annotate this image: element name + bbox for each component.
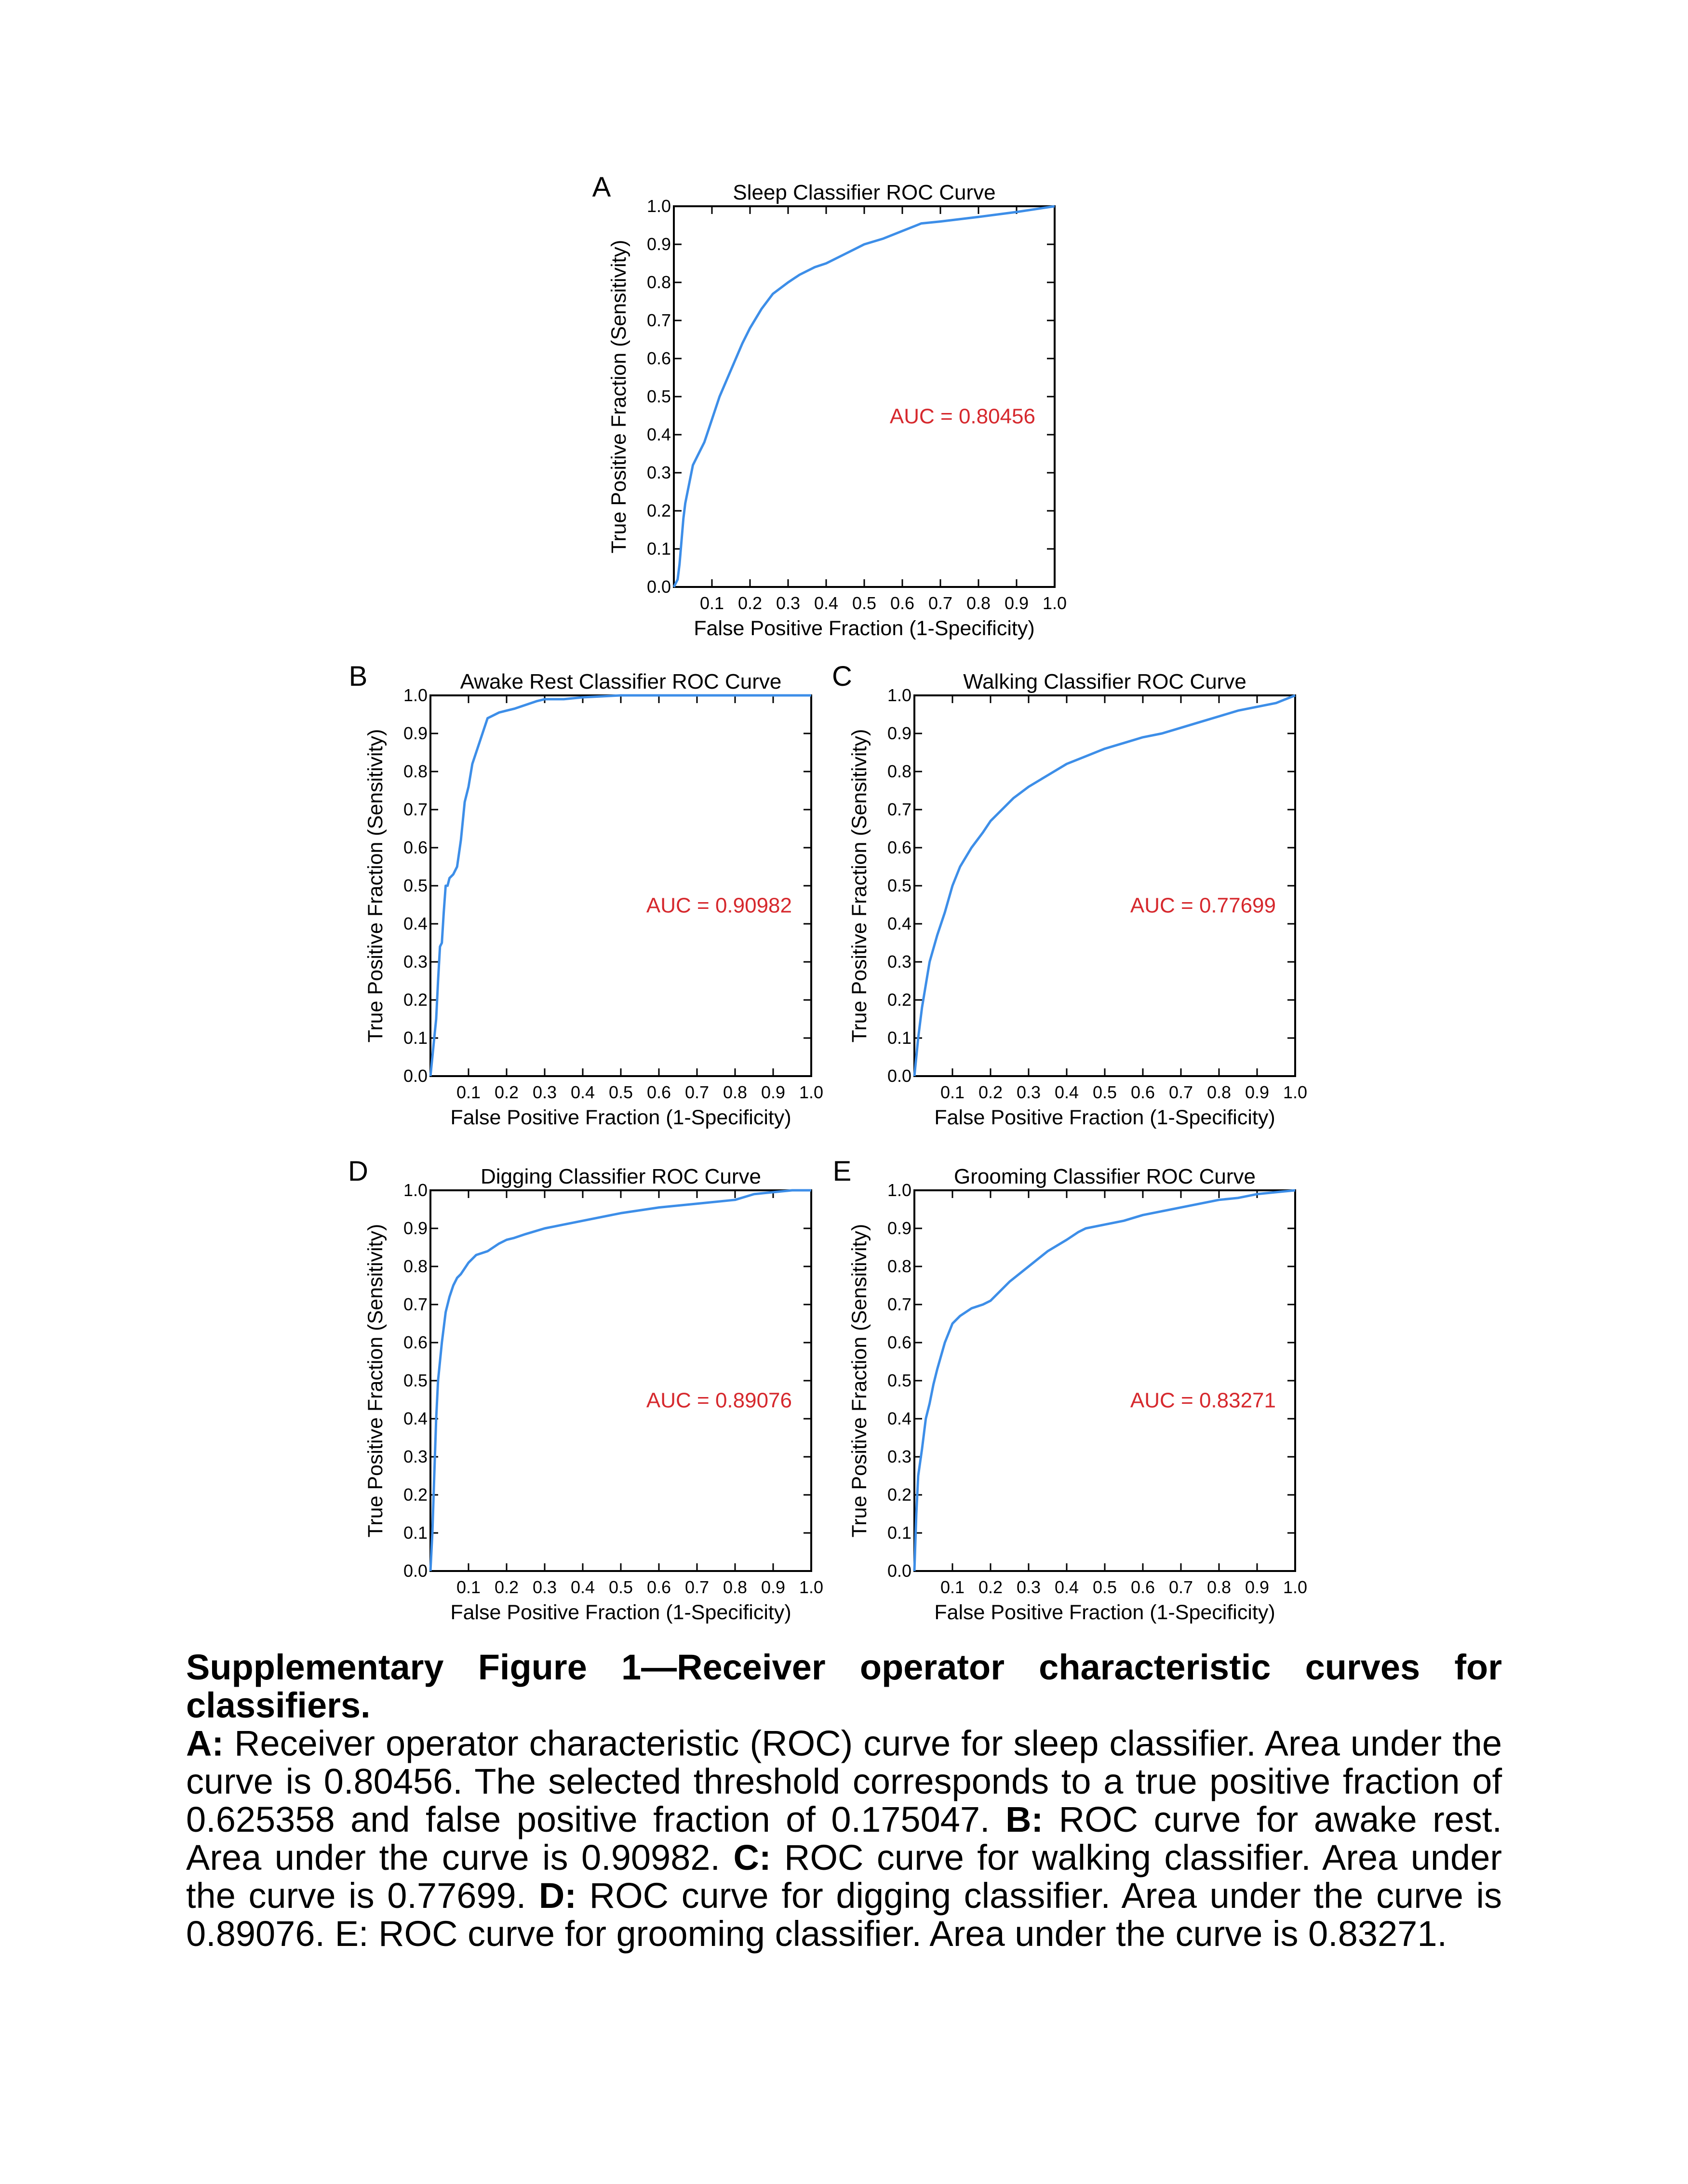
- panel-b-y-tick-label: 0.6: [403, 838, 428, 857]
- panel-c-y-tick-label: 0.9: [887, 723, 911, 743]
- panel-e-y-tick-label: 0.7: [887, 1294, 911, 1314]
- panel-a-y-tick-label: 1.0: [646, 196, 671, 216]
- panel-d-y-tick-label: 1.0: [403, 1180, 428, 1200]
- panel-a-x-tick-label: 0.6: [890, 593, 915, 613]
- panel-e-x-tick-label: 0.2: [978, 1577, 1003, 1597]
- panel-c-letter: C: [832, 661, 852, 692]
- panel-c-x-tick-label: 0.4: [1054, 1082, 1079, 1102]
- caption-text-d: ROC curve for digging classifier. Area under the curve is 0.89076. E: ROC curve for grooming classifier. Area under the curve is 0.83271.: [186, 1876, 1502, 1954]
- panel-c-x-tick-label: 0.1: [940, 1082, 965, 1102]
- panel-a-y-tick-label: 0.7: [646, 310, 671, 330]
- panel-e-x-tick-label: 0.4: [1054, 1577, 1079, 1597]
- panel-e-title: Grooming Classifier ROC Curve: [954, 1165, 1256, 1188]
- panel-e-y-tick-label: 0.6: [887, 1332, 911, 1352]
- panel-c-y-tick-label: 0.6: [887, 838, 911, 857]
- caption-text-a: Receiver operator characteristic (ROC) curve for sleep classifier. Area under the curve is 0.80456. The selected threshold corresponds to a true positive fraction of 0.625358 and false positive fraction of 0.175047.: [186, 1723, 1502, 1839]
- panel-d-x-tick-label: 0.9: [761, 1577, 786, 1597]
- panel-a-plot-frame: [674, 206, 1055, 587]
- panel-c-auc-annotation: AUC = 0.77699: [1130, 893, 1276, 918]
- panel-c-x-tick-label: 0.2: [978, 1082, 1003, 1102]
- panel-a-x-tick-label: 0.8: [966, 593, 991, 613]
- panel-e-y-tick-label: 1.0: [887, 1180, 911, 1200]
- panel-b-y-tick-label: 0.7: [403, 799, 428, 819]
- panel-c-x-tick-label: 0.9: [1245, 1082, 1270, 1102]
- panel-c-y-tick-label: 0.7: [887, 799, 911, 819]
- panel-d-roc-curve: [430, 1190, 811, 1571]
- panel-d-y-tick-label: 0.6: [403, 1332, 428, 1352]
- panel-c-y-tick-label: 0.3: [887, 952, 911, 972]
- panel-d-y-tick-label: 0.5: [403, 1371, 428, 1390]
- panel-b-y-tick-label: 0.0: [403, 1066, 428, 1086]
- figure-caption: [186, 1648, 1502, 1953]
- panel-e-x-tick-label: 0.9: [1245, 1577, 1270, 1597]
- panel-e-y-axis-label: True Positive Fraction (Sensitivity): [848, 1224, 871, 1538]
- caption-label-b: B:: [1005, 1799, 1044, 1839]
- panel-b-y-tick-label: 0.5: [403, 876, 428, 895]
- panel-b-auc-annotation: AUC = 0.90982: [646, 893, 792, 918]
- panel-d-auc-annotation: AUC = 0.89076: [646, 1388, 792, 1412]
- panel-c-y-tick-label: 0.4: [887, 914, 911, 933]
- panel-c-y-tick-label: 0.2: [887, 990, 911, 1010]
- panel-d-x-tick-label: 0.1: [456, 1577, 481, 1597]
- panel-d-y-tick-label: 0.2: [403, 1485, 428, 1505]
- panel-b-x-axis-label: False Positive Fraction (1-Specificity): [450, 1106, 791, 1129]
- panel-e-x-tick-label: 0.8: [1206, 1577, 1232, 1597]
- panel-a-x-tick-label: 0.7: [928, 593, 953, 613]
- panel-a-roc-curve: [674, 206, 1055, 587]
- panel-e-x-tick-label: 1.0: [1283, 1577, 1308, 1597]
- panel-e-roc-curve: [914, 1190, 1295, 1571]
- panel-b-plot-frame: [430, 695, 811, 1076]
- panel-e-x-tick-label: 0.5: [1092, 1577, 1117, 1597]
- panel-b-title: Awake Rest Classifier ROC Curve: [460, 670, 782, 693]
- panel-a-letter: A: [592, 172, 611, 203]
- panel-a-x-tick-label: 0.3: [776, 593, 801, 613]
- panel-c-y-axis-label: True Positive Fraction (Sensitivity): [848, 729, 871, 1043]
- panel-c-x-tick-label: 0.5: [1092, 1082, 1117, 1102]
- caption-text-b: ROC curve for awake rest. Area under the curve is 0.90982.: [186, 1799, 1502, 1878]
- panel-c-y-tick-label: 1.0: [887, 685, 911, 705]
- caption-label-d: D:: [538, 1876, 577, 1916]
- panel-d-y-tick-label: 0.0: [403, 1561, 428, 1581]
- panel-e-y-tick-label: 0.5: [887, 1371, 911, 1390]
- caption-label-a: A:: [186, 1723, 224, 1763]
- panel-a-y-tick-label: 0.1: [646, 539, 671, 559]
- panel-b-x-tick-label: 0.8: [723, 1082, 748, 1102]
- panel-a-x-tick-label: 0.4: [814, 593, 839, 613]
- panel-d-x-tick-label: 0.4: [570, 1577, 595, 1597]
- caption-title: Supplementary Figure 1—Receiver operator characteristic curves for classifiers.: [186, 1647, 1502, 1725]
- panel-e-x-tick-label: 0.7: [1168, 1577, 1193, 1597]
- panel-b-y-tick-label: 0.8: [403, 761, 428, 781]
- panel-e-y-tick-label: 0.1: [887, 1523, 911, 1543]
- panel-c-x-tick-label: 0.6: [1130, 1082, 1155, 1102]
- panel-b-x-tick-label: 0.6: [646, 1082, 671, 1102]
- panel-d-x-tick-label: 0.6: [646, 1577, 671, 1597]
- panel-a-y-tick-label: 0.5: [646, 386, 671, 406]
- panel-d-y-axis-label: True Positive Fraction (Sensitivity): [364, 1224, 387, 1538]
- panel-e-x-tick-label: 0.6: [1130, 1577, 1155, 1597]
- panel-b-x-tick-label: 1.0: [799, 1082, 824, 1102]
- panel-c-y-tick-label: 0.0: [887, 1066, 911, 1086]
- panel-a-x-tick-label: 0.9: [1004, 593, 1029, 613]
- panel-d-y-tick-label: 0.3: [403, 1447, 428, 1466]
- panel-e-plot-frame: [914, 1190, 1295, 1571]
- panel-a-x-tick-label: 0.5: [852, 593, 877, 613]
- panel-c-x-axis-label: False Positive Fraction (1-Specificity): [934, 1106, 1275, 1129]
- panel-b-x-tick-label: 0.5: [608, 1082, 633, 1102]
- panel-c-x-tick-label: 1.0: [1283, 1082, 1308, 1102]
- panel-e-x-axis-label: False Positive Fraction (1-Specificity): [934, 1601, 1275, 1624]
- panel-b-x-tick-label: 0.1: [456, 1082, 481, 1102]
- panel-a-title: Sleep Classifier ROC Curve: [733, 181, 996, 204]
- panel-a-x-axis-label: False Positive Fraction (1-Specificity): [694, 617, 1035, 640]
- panel-e-y-tick-label: 0.8: [887, 1256, 911, 1276]
- panel-a-y-tick-label: 0.4: [646, 425, 671, 444]
- panel-e-letter: E: [832, 1156, 852, 1187]
- panel-d-y-tick-label: 0.8: [403, 1256, 428, 1276]
- panel-d-x-tick-label: 0.5: [608, 1577, 633, 1597]
- panel-c-y-tick-label: 0.1: [887, 1028, 911, 1048]
- panel-a-x-tick-label: 0.1: [699, 593, 724, 613]
- panel-c-title: Walking Classifier ROC Curve: [963, 670, 1246, 693]
- panel-d-x-axis-label: False Positive Fraction (1-Specificity): [450, 1601, 791, 1624]
- panel-d-letter: D: [348, 1156, 368, 1187]
- panel-d-y-tick-label: 0.1: [403, 1523, 428, 1543]
- panel-b-roc-curve: [430, 695, 811, 1076]
- panel-e-auc-annotation: AUC = 0.83271: [1130, 1388, 1276, 1412]
- panel-d-y-tick-label: 0.4: [403, 1409, 428, 1428]
- panel-c-plot-frame: [914, 695, 1295, 1076]
- panel-a-x-tick-label: 0.2: [737, 593, 763, 613]
- panel-c-x-tick-label: 0.7: [1168, 1082, 1193, 1102]
- panel-b-y-axis-label: True Positive Fraction (Sensitivity): [364, 729, 387, 1043]
- panel-d-x-tick-label: 0.3: [532, 1577, 557, 1597]
- panel-a-y-tick-label: 0.9: [646, 234, 671, 254]
- panel-e-x-tick-label: 0.3: [1016, 1577, 1041, 1597]
- panel-b-x-tick-label: 0.2: [494, 1082, 519, 1102]
- panel-b-y-tick-label: 0.9: [403, 723, 428, 743]
- caption-label-c: C:: [733, 1838, 771, 1878]
- panel-e-x-tick-label: 0.1: [940, 1577, 965, 1597]
- panel-c-x-tick-label: 0.3: [1016, 1082, 1041, 1102]
- panel-a-auc-annotation: AUC = 0.80456: [889, 404, 1035, 428]
- panel-e-y-tick-label: 0.4: [887, 1409, 911, 1428]
- panel-a-y-tick-label: 0.8: [646, 272, 671, 292]
- panel-e-y-tick-label: 0.3: [887, 1447, 911, 1466]
- panel-b-y-tick-label: 0.1: [403, 1028, 428, 1048]
- panel-a-y-tick-label: 0.6: [646, 348, 671, 368]
- panel-d-x-tick-label: 0.8: [723, 1577, 748, 1597]
- panel-a-y-tick-label: 0.0: [646, 577, 671, 597]
- panel-e-y-tick-label: 0.2: [887, 1485, 911, 1505]
- panel-a-y-tick-label: 0.2: [646, 501, 671, 520]
- panel-b-y-tick-label: 0.2: [403, 990, 428, 1010]
- panel-d-y-tick-label: 0.7: [403, 1294, 428, 1314]
- panel-d-x-tick-label: 0.2: [494, 1577, 519, 1597]
- panel-b-x-tick-label: 0.9: [761, 1082, 786, 1102]
- panel-b-letter: B: [348, 661, 368, 692]
- panel-a-y-axis-label: True Positive Fraction (Sensitivity): [607, 240, 630, 554]
- panel-b-y-tick-label: 1.0: [403, 685, 428, 705]
- panel-c-y-tick-label: 0.8: [887, 761, 911, 781]
- panel-e-y-tick-label: 0.9: [887, 1218, 911, 1238]
- panel-d-x-tick-label: 0.7: [684, 1577, 710, 1597]
- panel-c-y-tick-label: 0.5: [887, 876, 911, 895]
- panel-b-y-tick-label: 0.4: [403, 914, 428, 933]
- panel-b-x-tick-label: 0.3: [532, 1082, 557, 1102]
- panel-b-x-tick-label: 0.7: [684, 1082, 710, 1102]
- panel-c-x-tick-label: 0.8: [1206, 1082, 1232, 1102]
- panel-d-plot-frame: [430, 1190, 811, 1571]
- panel-d-y-tick-label: 0.9: [403, 1218, 428, 1238]
- caption-text-c: ROC curve for walking classifier. Area under the curve is 0.77699.: [186, 1838, 1502, 1916]
- panel-d-x-tick-label: 1.0: [799, 1577, 824, 1597]
- panel-d-title: Digging Classifier ROC Curve: [481, 1165, 761, 1188]
- panel-b-x-tick-label: 0.4: [570, 1082, 595, 1102]
- panel-c-roc-curve: [914, 695, 1295, 1076]
- panel-b-y-tick-label: 0.3: [403, 952, 428, 972]
- panel-e-y-tick-label: 0.0: [887, 1561, 911, 1581]
- panel-a-x-tick-label: 1.0: [1042, 593, 1067, 613]
- panel-a-y-tick-label: 0.3: [646, 463, 671, 482]
